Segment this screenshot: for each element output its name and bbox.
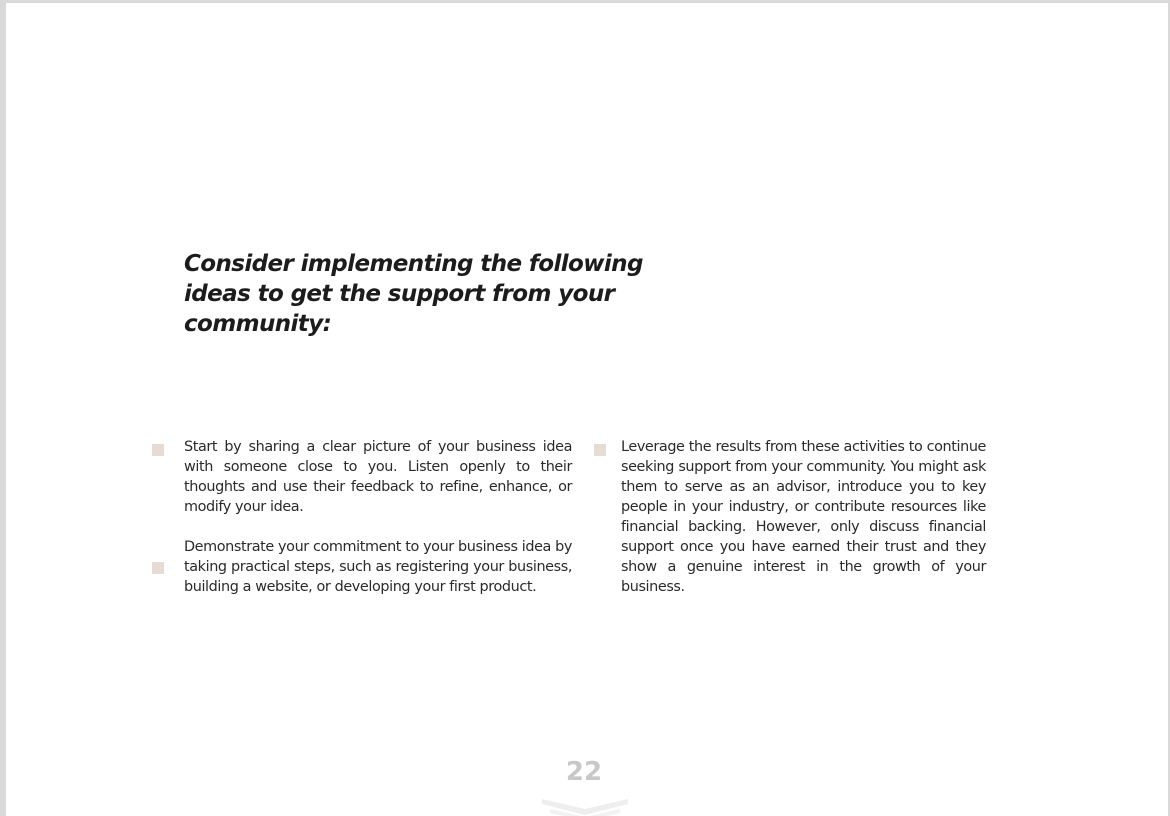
list-item-text: Start by sharing a clear picture of your business idea with someone close to you. Listen openly to their thoughts and use their feedback to refine, enhance, or modify your idea. bbox=[184, 439, 572, 515]
list-item-text: Leverage the results from these activities to continue seeking support from your community. You might ask them to serve as an advisor, introduce you to key people in your industry, or contribute resources like financial backing. However, only discuss financial support once you have earned their trust and they show a genuine interest in the growth of your business. bbox=[621, 439, 986, 595]
square-bullet-icon bbox=[152, 444, 164, 456]
list-item-text: Demonstrate your commitment to your business idea by taking practical steps, such as registering your business, building a website, or developing your first product. bbox=[184, 539, 572, 595]
chevron-logo-icon bbox=[540, 797, 630, 816]
square-bullet-icon bbox=[594, 444, 606, 456]
section-heading: Consider implementing the following ideas to get the support from your community: bbox=[184, 251, 643, 337]
page-number: 22 bbox=[565, 757, 603, 787]
square-bullet-icon bbox=[152, 562, 164, 574]
document-page bbox=[6, 3, 1168, 816]
